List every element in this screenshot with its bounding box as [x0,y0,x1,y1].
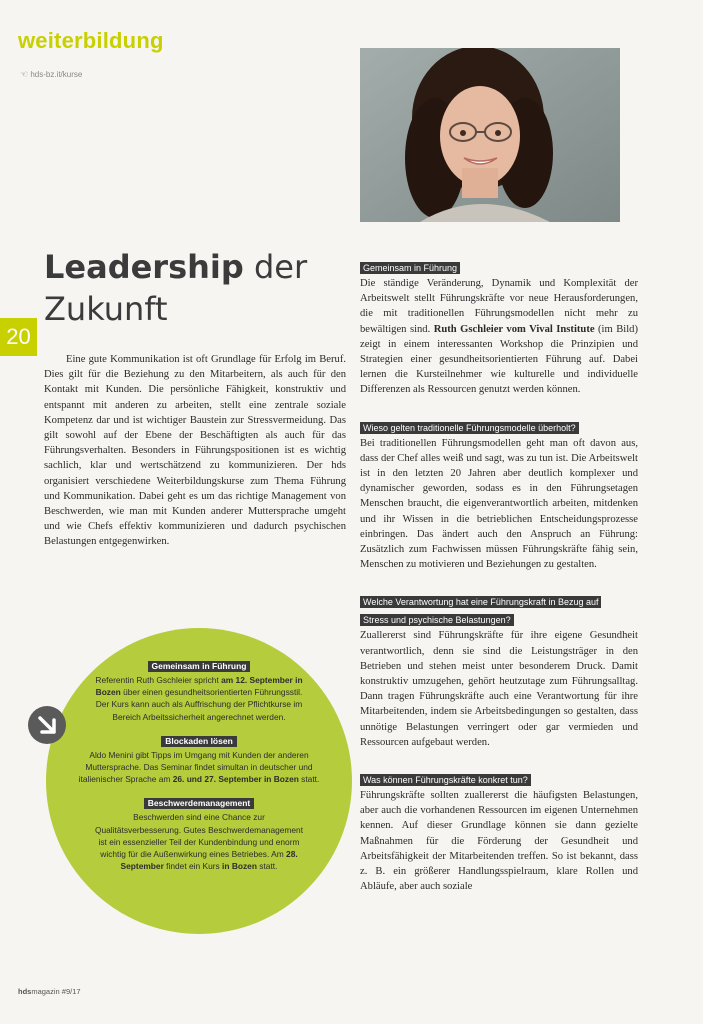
s1-text-a: Die ständige Veränderung, Dynamik und Komplexität der Arbeitswelt stellt Führungskräfte vor neue Herausforderungen, die mit traditionellen Führungsmodellen nicht mehr zu bewältigen sind. [360,278,638,335]
circle-text-2 [72,749,326,786]
footer-issue: magazin #9/17 [31,987,81,996]
c1d: über einen gesundheitsorientierten Führungsstil. Der Kurs kann auch als Auffrischung der Pflichtkurse im Bereich Arbeitssicherheit angerechnet werden. [95,687,303,722]
section-title: weiterbildung [18,28,164,53]
s1-text-bold: Ruth Gschleier vom Vival Institute [433,323,595,335]
title-word-2: Zukunft [44,290,168,328]
section-heading-3b: Stress und psychische Belastungen? [360,614,514,626]
section-heading-1: Gemeinsam in Führung [360,262,460,274]
c2d: statt. [301,774,320,785]
footer [18,987,81,996]
right-column [360,258,638,895]
article-title [44,246,307,330]
section-text-4: Führungskräfte sollten zuallererst die häufigsten Belastungen, aber auch die vorhandenen Ressourcen im eigenen Unternehmen kennen. Auf dieser Grundlage können sie dann gezielte Maßnahmen für die Förderung der Gesundheit und Arbeitsfähigkeit der Mitarbeitenden treffen. So ist bekannt, dass z. B. ein größerer Handlungsspielraum, klare Rollen und Abläufe, aber auch soziale [360,790,638,893]
intro-paragraph: Eine gute Kommunikation ist oft Grundlage für Erfolg im Beruf. Dies gilt für die Beziehung zu den Mitarbeitern, als auch für den Kontakt mit Kunden. Die persönliche Fähigkeit, konstruktiv und entspannt mit anderen zu arbeiten, stellt eine zentrale soziale Kompetenz dar und ist wichtiger Baustein zur Stressvermeidung. Das gilt sowohl auf der Ebene der Beschäftigten als auch für das Führungsverhalten. Besonders in Führungspositionen ist es wichtig sachlich, klar und wertschätzend zu kommunizieren. Der hds organisiert verschiedene Weiterbildungskurse zum Thema Führung und Kommunikation. Dabei geht es um das richtige Management von Beschwerden, wie man mit Kunden anderer Muttersprache umgeht und wie Chefs effektiv kommunizieren und dadurch psychischen Belastungen entgegenwirken. [44,354,346,548]
c3b: 28. September [120,849,298,872]
section-heading-2: Wieso gelten traditionelle Führungsmodelle überholt? [360,422,579,434]
c3a: Beschwerden sind eine Chance zur Qualitätsverbesserung. Gutes Beschwerdemanagement ist ein essenzieller Teil der Kundenbindung und enorm wichtig für die Außenwirkung eines Betriebes. Am [94,812,304,860]
section-text-1 [360,276,638,398]
footer-brand: hds [18,987,32,996]
s1-text-b: (im Bild) zeigt in einem interessanten Workshop die Prinzipien und Strategien einer gesundheitsorientierten Führung auf. Dabei lernen die Kursteilnehmer wie kulturelle und individuelle Differenzen als Ressourcen genutzt werden können. [360,323,638,396]
circle-heading-3: Beschwerdemanagement [144,798,255,809]
section-heading-4: Was können Führungskräfte konkret tun? [360,774,531,786]
c1c: September in Bozen [95,675,303,698]
circle-text-3 [94,811,304,872]
hand-pointer-icon: ☜ [20,69,29,79]
circle-text-1 [94,674,304,723]
c3e: statt. [259,861,278,872]
circle-content [78,656,320,872]
c2b: am [158,774,171,785]
title-bold: Leadership [44,248,244,286]
section-text-2: Bei traditionellen Führungsmodellen geht man oft davon aus, dass der Chef alles weiß und sagt, was zu tun ist. Die Arbeitswelt ist in den letzten 20 Jahren aber deutlich komplexer und dynamischer geworden, sodass es in den Führungsetagen Menschen braucht, die eigenverantwortlich arbeiten, mitdenken und ihr Wissen in die betrieblichen Entscheidungsprozesse einbringen. Das ändert auch den Anspruch an Führung: Zusätzlich zum Fachwissen müssen Führungskräfte fähig sein, Menschen zu motivieren und Beziehungen zu gestalten. [360,437,638,571]
circle-heading-2: Blockaden lösen [161,736,237,747]
circle-heading-1: Gemeinsam in Führung [148,661,251,672]
portrait-photo [360,48,620,222]
c1a: Referentin Ruth Gschleier spricht [95,675,219,685]
c3d: in Bozen [222,861,257,872]
c2c: 26. und 27. September in Bozen [172,774,299,785]
arrow-down-right-icon [28,706,66,744]
url-text: hds-bz.it/kurse [30,70,83,79]
title-word: der [253,248,308,286]
c1b: am 12. [221,675,248,685]
arrow-badge [28,706,66,744]
course-info-circle [46,628,352,934]
c2a: Aldo Menini gibt Tipps im Umgang mit Kunden der anderen Muttersprache. Das Seminar findet simultan in deutscher und italienischer Sprache [78,749,313,785]
page-number: 20 [0,318,37,356]
c3c: findet ein Kurs [166,861,220,872]
section-text-3: Zuallererst sind Führungskräfte für ihre eigene Gesundheit verantwortlich, denn sie sind die Leistungsträger in den Betrieben und stehen meist unter besonderem Druck. Damit konstruktiv umzugehen, gehört heutzutage zum Führungsalltag. Dann tragen Führungskräfte auch eine Verantwortung für ihre Mitarbeitenden, indem sie Arbeitsbedingungen so gestalten, dass unnötige Belastungen verringert oder gar vermieden und Ressourcen aufgebaut werden. [360,630,638,748]
url-line [20,69,82,80]
section-heading-3a: Welche Verantwortung hat eine Führungskraft in Bezug auf [360,596,601,608]
